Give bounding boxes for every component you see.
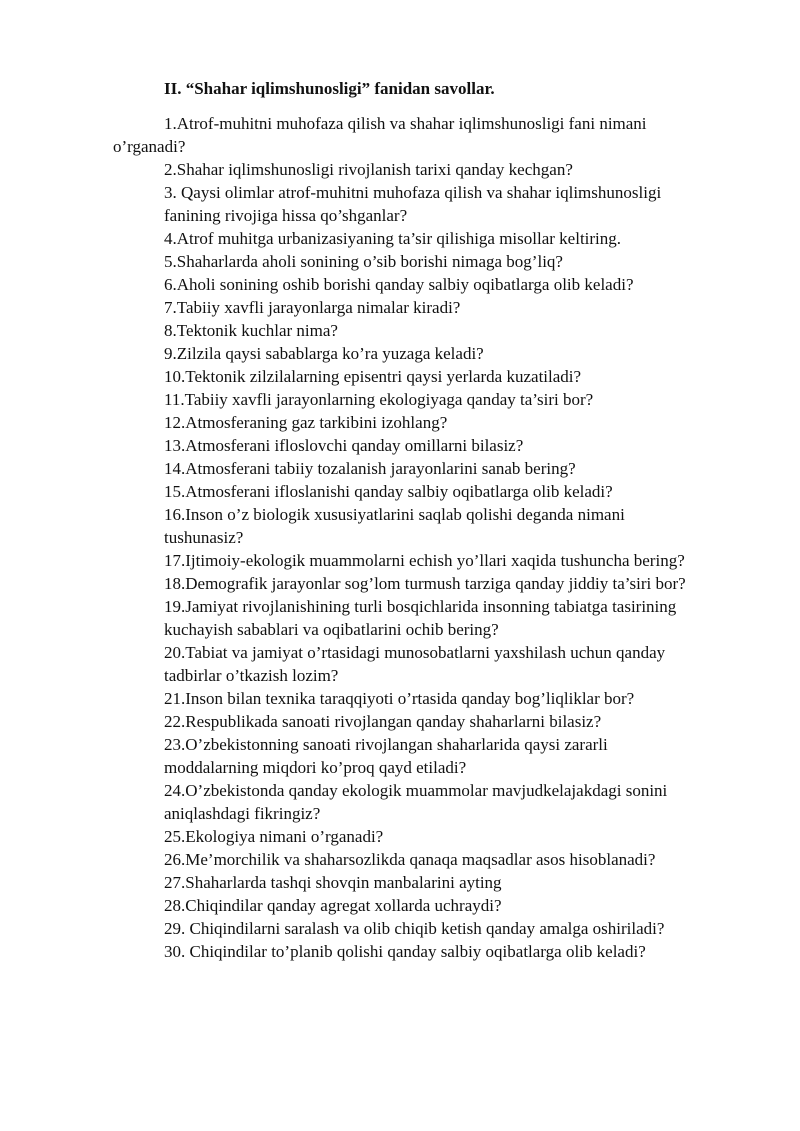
question-text-line: 8.Tektonik kuchlar nima? [164,321,338,340]
question-text-line: 20.Tabiat va jamiyat o’rtasidagi munosobatlarni yaxshilash uchun qanday [164,643,666,662]
question-item [113,365,753,388]
question-list [113,112,753,963]
question-item [113,296,753,319]
question-item [113,549,753,572]
question-item [113,227,753,250]
section-heading: II. “Shahar iqlimshunosligi” fanidan savollar. [164,79,495,98]
question-text-line: 14.Atmosferani tabiiy tozalanish jarayonlarini sanab bering? [164,459,576,478]
question-text-line: 11.Tabiiy xavfli jarayonlarning ekologiyaga qanday ta’siri bor? [164,390,594,409]
question-item [113,687,753,710]
question-text-line: 7.Tabiiy xavfli jarayonlarga nimalar kiradi? [164,298,461,317]
question-item [113,457,753,480]
question-text-line: 21.Inson bilan texnika taraqqiyoti o’rtasida qanday bog’liqliklar bor? [164,689,635,708]
question-item [113,480,753,503]
question-text-line: 29. Chiqindilarni saralash va olib chiqib ketish qanday amalga oshiriladi? [164,919,665,938]
question-item [113,710,753,733]
question-item [113,848,753,871]
question-item [113,733,753,779]
question-text-line: 16.Inson o’z biologik xususiyatlarini saqlab qolishi deganda nimani [164,505,625,524]
question-text-line: 22.Respublikada sanoati rivojlangan qanday shaharlarni bilasiz? [164,712,602,731]
question-text-line: 23.O’zbekistonning sanoati rivojlangan shaharlarida qaysi zararli [164,735,608,754]
question-item [113,181,753,227]
question-text-line: tadbirlar o’tkazish lozim? [164,666,339,685]
question-item [113,273,753,296]
question-item [113,894,753,917]
question-item [113,411,753,434]
question-text-line: 9.Zilzila qaysi sabablarga ko’ra yuzaga keladi? [164,344,484,363]
question-item [113,779,753,825]
question-text-line: tushunasiz? [164,528,244,547]
question-item [113,158,753,181]
question-text-line: aniqlashdagi fikringiz? [164,804,321,823]
question-text-line: 2.Shahar iqlimshunosligi rivojlanish tarixi qanday kechgan? [164,160,573,179]
question-item [113,871,753,894]
question-item [113,434,753,457]
question-item [113,503,753,549]
question-text-line: 26.Me’morchilik va shaharsozlikda qanaqa maqsadlar asos hisoblanadi? [164,850,656,869]
question-text-line: o’rganadi? [113,137,186,156]
question-text-line: 17.Ijtimoiy-ekologik muammolarni echish yo’llari xaqida tushuncha bering? [164,551,685,570]
question-text-line: 15.Atmosferani ifloslanishi qanday salbiy oqibatlarga olib keladi? [164,482,613,501]
question-text-line: 13.Atmosferani ifloslovchi qanday omillarni bilasiz? [164,436,524,455]
question-item [113,940,753,963]
question-item [113,250,753,273]
question-text-line: 25.Ekologiya nimani o’rganadi? [164,827,384,846]
question-text-line: 12.Atmosferaning gaz tarkibini izohlang? [164,413,448,432]
question-text-line: 30. Chiqindilar to’planib qolishi qanday salbiy oqibatlarga olib keladi? [164,942,646,961]
question-text-line: 28.Chiqindilar qanday agregat xollarda uchraydi? [164,896,502,915]
question-item [113,641,753,687]
question-item [113,572,753,595]
question-item [113,917,753,940]
question-item [113,595,753,641]
question-item [113,342,753,365]
question-text-line: 5.Shaharlarda aholi sonining o’sib borishi nimaga bog’liq? [164,252,563,271]
question-text-line: 6.Aholi sonining oshib borishi qanday salbiy oqibatlarga olib keladi? [164,275,634,294]
question-text-line: 1.Atrof-muhitni muhofaza qilish va shahar iqlimshunosligi fani nimani [164,114,647,133]
question-text-line: 19.Jamiyat rivojlanishining turli bosqichlarida insonning tabiatga tasirining [164,597,677,616]
question-text-line: fanining rivojiga hissa qo’shganlar? [164,206,408,225]
question-text-line: moddalarning miqdori ko’proq qayd etiladi? [164,758,467,777]
question-text-line: 4.Atrof muhitga urbanizasiyaning ta’sir qilishiga misollar keltiring. [164,229,622,248]
question-text-line: kuchayish sabablari va oqibatlarini ochib bering? [164,620,499,639]
question-item [113,388,753,411]
question-text-line: 10.Tektonik zilzilalarning episentri qaysi yerlarda kuzatiladi? [164,367,582,386]
question-item [113,319,753,342]
question-text-line: 3. Qaysi olimlar atrof-muhitni muhofaza qilish va shahar iqlimshunosligi [164,183,662,202]
question-text-line: 18.Demografik jarayonlar sog’lom turmush tarziga qanday jiddiy ta’siri bor? [164,574,686,593]
question-item [113,112,753,158]
question-item [113,825,753,848]
question-text-line: 27.Shaharlarda tashqi shovqin manbalarini ayting [164,873,502,892]
question-text-line: 24.O’zbekistonda qanday ekologik muammolar mavjudkelajakdagi sonini [164,781,668,800]
